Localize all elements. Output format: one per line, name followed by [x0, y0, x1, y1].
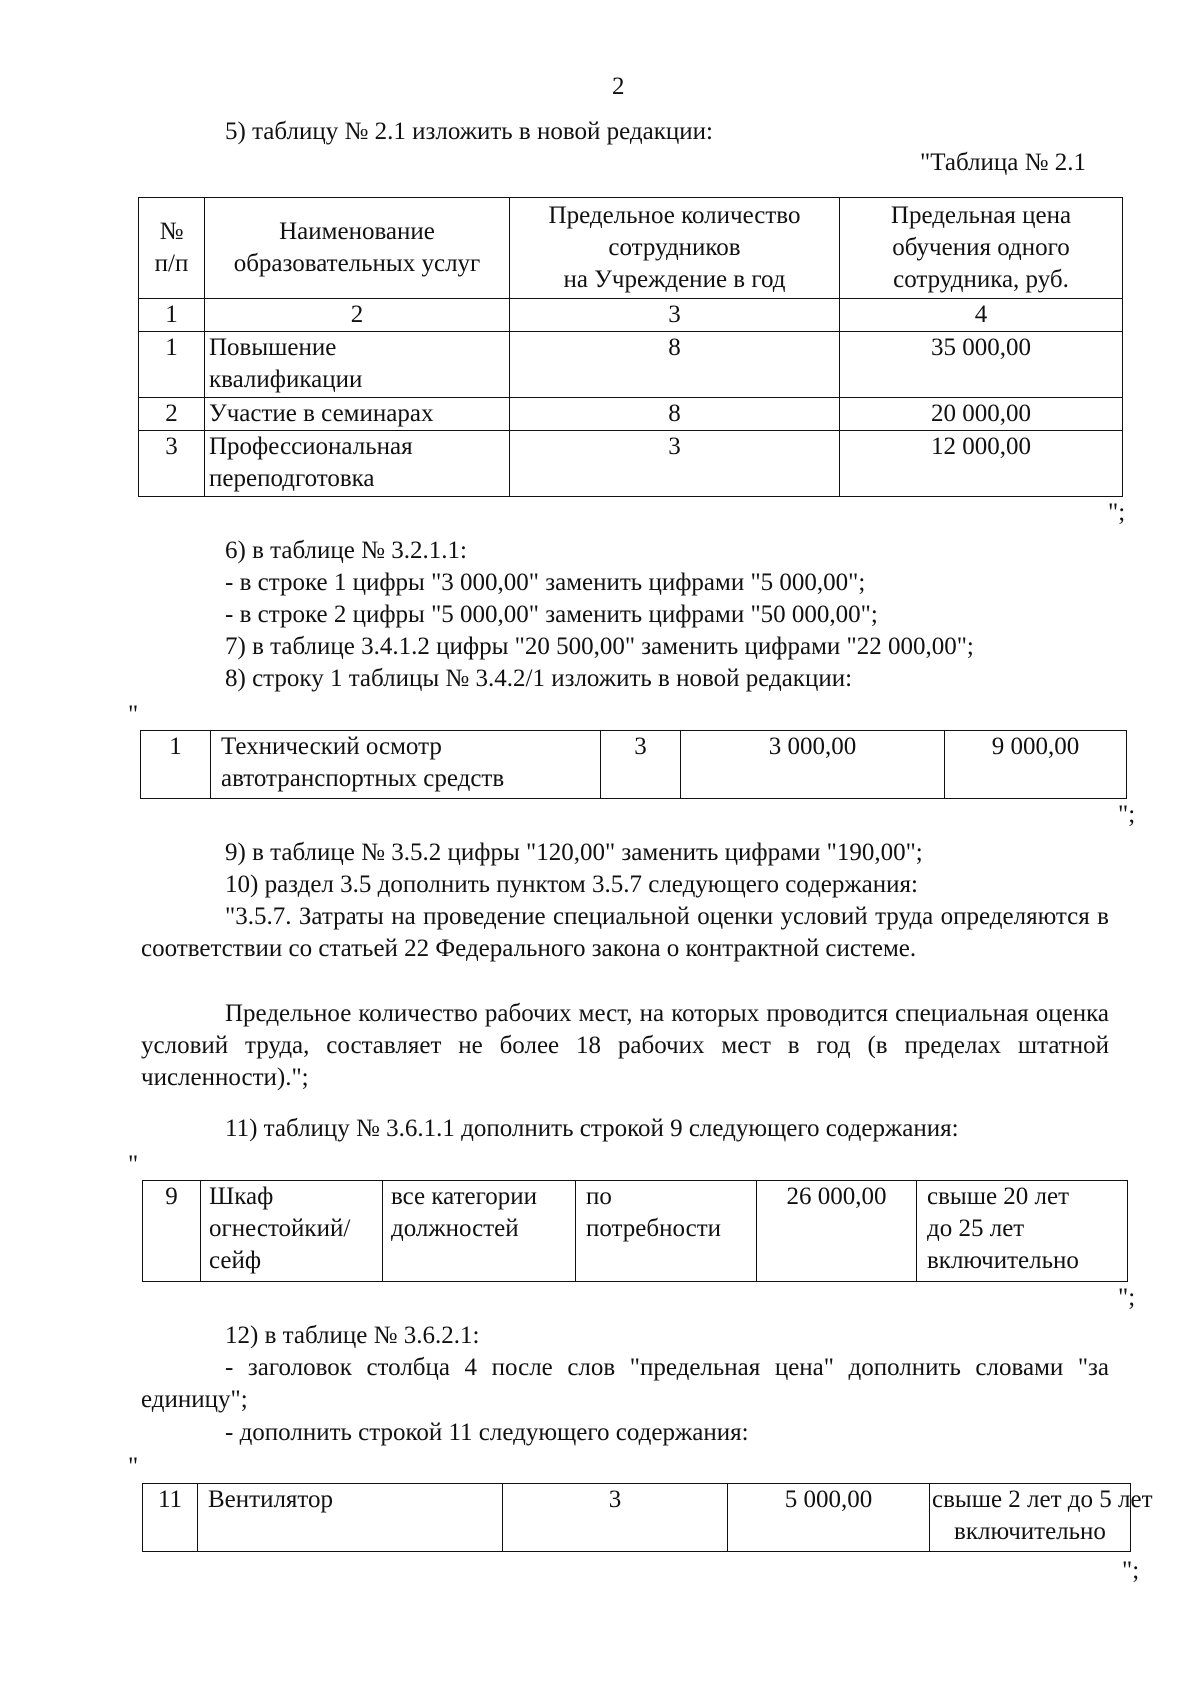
item-8-text: 8) строку 1 таблицы № 3.4.2/1 изложить в новой редакции: [225, 665, 853, 692]
table-3-6-2-1-closing: "; [1122, 1557, 1140, 1584]
row-term: свыше 20 лет до 25 лет включительно [917, 1181, 1128, 1282]
table-3-6-2-1 [142, 1483, 1153, 1552]
item-12-text: 12) в таблице № 3.6.2.1: [225, 1322, 480, 1349]
item-6-b-text: - в строке 2 цифры "5 000,00" заменить цифрами "50 000,00"; [225, 601, 878, 628]
row-name: Повышение квалификации [205, 332, 510, 398]
numbering-cell: 1 [139, 299, 205, 332]
table-header-row [139, 198, 1123, 299]
table-row [139, 398, 1123, 431]
row-term: свыше 2 лет до 5 лет включительно [930, 1484, 1131, 1552]
item-10-text: 10) раздел 3.5 дополнить пунктом 3.5.7 следующего содержания: [225, 871, 918, 898]
table-3-6-1-1 [142, 1180, 1128, 1282]
row-name: Шкаф огнестойкий/ сейф [201, 1181, 383, 1282]
item-12-b-text: - дополнить строкой 11 следующего содержания: [225, 1419, 749, 1446]
row-qty: 3 [503, 1484, 728, 1552]
header-cell-qty: Предельное количество сотрудников на Учреждение в год [510, 198, 840, 299]
row-num: 3 [139, 431, 205, 497]
table-3-4-2-closing: "; [1118, 801, 1136, 828]
row-name: Технический осмотр автотранспортных средств [211, 731, 601, 799]
table-row [139, 332, 1123, 398]
row-price: 20 000,00 [840, 398, 1123, 431]
row-price: 12 000,00 [840, 431, 1123, 497]
row-qty: по потребности [576, 1181, 757, 1282]
item-10-paragraph-1: "3.5.7. Затраты на проведение специальной оценки условий труда определяются в соответствии со статьей 22 Федерального закона о контрактной системе. [141, 903, 1109, 962]
item-11-text: 11) таблицу № 3.6.1.1 дополнить строкой 9 следующего содержания: [225, 1115, 959, 1142]
row-qty: 8 [510, 398, 840, 431]
item-6-a-text: - в строке 1 цифры "3 000,00" заменить цифрами "5 000,00"; [225, 569, 866, 596]
item-10-paragraph-2: Предельное количество рабочих мест, на которых проводится специальная оценка условий труда, составляет не более 18 рабочих мест в год (в пределах штатной численности)."; [141, 1000, 1109, 1091]
numbering-cell: 2 [205, 299, 510, 332]
table-3-4-2-1 [140, 730, 1127, 799]
row-price: 5 000,00 [728, 1484, 930, 1552]
row-qty: 3 [601, 731, 681, 799]
numbering-cell: 4 [840, 299, 1123, 332]
header-cell-name: Наименование образовательных услуг [205, 198, 510, 299]
table-3-6-1-1-opening: " [128, 1151, 139, 1178]
table-3-6-1-1-closing: "; [1118, 1284, 1136, 1311]
item-12-a-text: - заголовок столбца 4 после слов "предельная цена" дополнить словами "за единицу"; [141, 1354, 1109, 1413]
page-number: 2 [612, 73, 625, 100]
row-num: 1 [141, 731, 211, 799]
row-qty: 3 [510, 431, 840, 497]
row-num: 9 [143, 1181, 201, 1282]
table-row [143, 1181, 1128, 1282]
table-3-6-2-1-opening: " [128, 1453, 139, 1480]
row-price: 35 000,00 [840, 332, 1123, 398]
table-2-1-caption: "Таблица № 2.1 [920, 149, 1086, 176]
row-price: 3 000,00 [681, 731, 945, 799]
table-row [141, 731, 1127, 799]
row-name: Участие в семинарах [205, 398, 510, 431]
row-qty: 8 [510, 332, 840, 398]
row-price: 26 000,00 [757, 1181, 917, 1282]
row-num: 2 [139, 398, 205, 431]
row-total: 9 000,00 [945, 731, 1127, 799]
table-numbering-row [139, 299, 1123, 332]
row-category: все категории должностей [383, 1181, 576, 1282]
table-3-4-2-opening: " [128, 701, 139, 728]
row-name: Профессиональная переподготовка [205, 431, 510, 497]
table-2-1 [138, 197, 1123, 497]
table-row [143, 1484, 1131, 1552]
header-cell-num: № п/п [139, 198, 205, 299]
row-num: 11 [143, 1484, 198, 1552]
item-6-text: 6) в таблице № 3.2.1.1: [225, 537, 467, 564]
row-name: Вентилятор [198, 1484, 503, 1552]
header-cell-price: Предельная цена обучения одного сотрудника, руб. [840, 198, 1123, 299]
item-7-text: 7) в таблице 3.4.1.2 цифры "20 500,00" заменить цифрами "22 000,00"; [225, 633, 974, 660]
table-row [139, 431, 1123, 497]
row-num: 1 [139, 332, 205, 398]
table-2-1-closing: "; [1108, 499, 1126, 526]
item-9-text: 9) в таблице № 3.5.2 цифры "120,00" заменить цифрами "190,00"; [225, 839, 923, 866]
item-5-text: 5) таблицу № 2.1 изложить в новой редакции: [225, 118, 713, 145]
numbering-cell: 3 [510, 299, 840, 332]
